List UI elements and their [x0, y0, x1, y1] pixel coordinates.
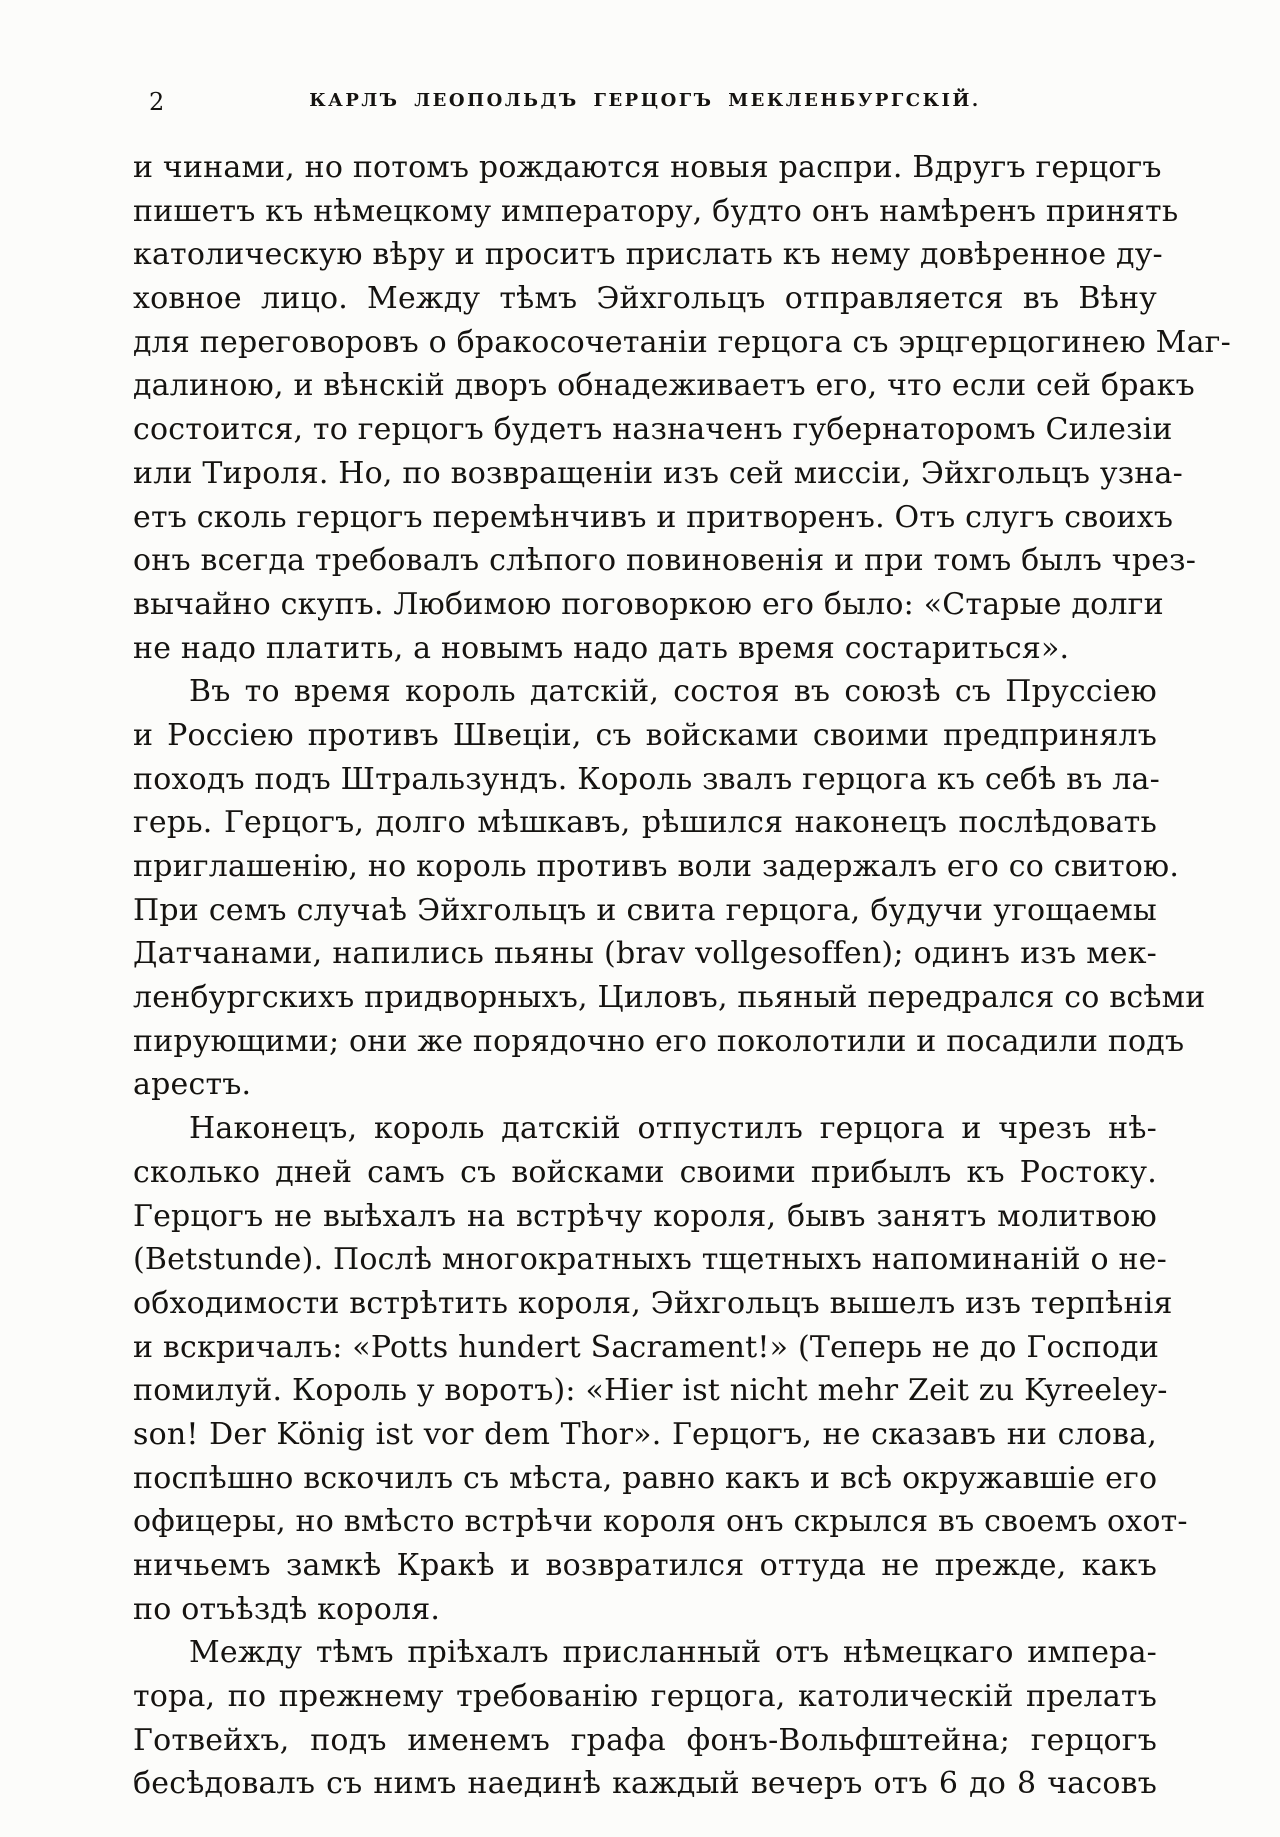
text-line: и Россіею противъ Швеціи, съ войсками своими предпринялъ	[133, 717, 1157, 753]
text-line: не надо платить, а новымъ надо дать время состариться».	[133, 630, 1070, 666]
text-line: (Betstunde). Послѣ многократныхъ тщетныхъ напоминаній о не-	[133, 1242, 1167, 1278]
text-line: бесѣдовалъ съ нимъ наединѣ каждый вечеръ отъ 6 до 8 часовъ	[133, 1766, 1157, 1802]
text-line: Въ то время король датскій, состоя въ союзѣ съ Пруссіею	[189, 674, 1157, 710]
text-line: и вскричалъ: «Potts hundert Sacrament!» (Теперь не до Господи	[133, 1329, 1160, 1365]
text-line: для переговоровъ о бракосочетаніи герцога съ эрцгерцогинею Маг-	[133, 324, 1231, 360]
text-line: герь. Герцогъ, долго мѣшкавъ, рѣшился наконецъ послѣдовать	[133, 805, 1157, 841]
text-line: ховное лицо. Между тѣмъ Эйхгольцъ отправляется въ Вѣну	[133, 281, 1157, 317]
text-line: приглашенію, но король противъ воли задержалъ его со свитою.	[133, 849, 1180, 884]
text-line: тора, по прежнему требованію герцога, католическій прелатъ	[133, 1679, 1157, 1715]
text-line: пишетъ къ нѣмецкому императору, будто онъ намѣренъ принять	[133, 193, 1179, 229]
text-line: обходимости встрѣтить короля, Эйхгольцъ вышелъ изъ терпѣнія	[133, 1285, 1173, 1321]
text-line: Наконецъ, король датскій отпустилъ герцога и чрезъ нѣ-	[189, 1111, 1157, 1147]
text-block	[133, 146, 1231, 1806]
text-line: помилуй. Король у воротъ): «Hier ist nicht mehr Zeit zu Kyreeley-	[133, 1373, 1168, 1409]
text-line: Готвейхъ, подъ именемъ графа фонъ-Вольфштейна; герцогъ	[133, 1722, 1157, 1758]
text-line: ничьемъ замкѣ Кракѣ и возвратился оттуда не прежде, какъ	[133, 1548, 1157, 1583]
text-line: ленбургскихъ придворныхъ, Циловъ, пьяный передрался со всѣми	[133, 980, 1206, 1016]
running-header-title: КАРЛЪ ЛЕОПОЛЬДЪ ГЕРЦОГЪ МЕКЛЕНБУРГСКІЙ.	[309, 90, 981, 111]
text-line: поспѣшно вскочилъ съ мѣста, равно какъ и всѣ окружавшіе его	[133, 1460, 1158, 1496]
text-line: пирующими; они же порядочно его поколотили и посадили подъ	[133, 1023, 1185, 1059]
text-line: или Тироля. Но, по возвращеніи изъ сей миссіи, Эйхгольцъ узна-	[133, 455, 1183, 491]
page-number: 2	[149, 88, 165, 116]
text-line: етъ сколь герцогъ перемѣнчивъ и притворенъ. Отъ слугъ своихъ	[133, 499, 1174, 535]
text-line: арестъ.	[133, 1067, 252, 1103]
text-line: онъ всегда требовалъ слѣпого повиновенія и при томъ былъ чрез-	[133, 543, 1197, 579]
text-line: походъ подъ Штральзундъ. Король звалъ герцога къ себѣ въ ла-	[133, 761, 1160, 797]
text-line: по отъѣздѣ короля.	[133, 1591, 441, 1627]
paragraph	[133, 1107, 1188, 1631]
text-line: вычайно скупъ. Любимою поговоркою его было: «Старые долги	[133, 586, 1164, 622]
text-line: сколько дней самъ съ войсками своими прибылъ къ Ростоку.	[133, 1154, 1157, 1190]
text-line: При семъ случаѣ Эйхгольцъ и свита герцога, будучи угощаемы	[133, 892, 1157, 928]
text-line: Датчанами, напились пьяны (brav vollgesoffen); одинъ изъ мек-	[133, 936, 1157, 972]
text-line: son! Der König ist vor dem Thor». Герцогъ, не сказавъ ни слова,	[133, 1416, 1157, 1452]
paragraph	[133, 1631, 1157, 1806]
paragraph	[133, 670, 1206, 1107]
text-line: католическую вѣру и проситъ прислать къ нему довѣренное ду-	[133, 237, 1163, 273]
text-line: Герцогъ не выѣхалъ на встрѣчу короля, бывъ занятъ молитвою	[133, 1198, 1157, 1234]
running-header	[133, 86, 1157, 120]
text-line: состоится, то герцогъ будетъ назначенъ губернаторомъ Силезіи	[133, 412, 1173, 448]
text-line: Между тѣмъ пріѣхалъ присланный отъ нѣмецкаго импера-	[189, 1635, 1157, 1671]
paragraph	[133, 146, 1231, 670]
text-line: далиною, и вѣнскій дворъ обнадеживаетъ его, что если сей бракъ	[133, 368, 1195, 404]
text-line: офицеры, но вмѣсто встрѣчи короля онъ скрылся въ своемъ охот-	[133, 1504, 1188, 1540]
text-line: и чинами, но потомъ рождаются новыя распри. Вдругъ герцогъ	[133, 150, 1162, 185]
